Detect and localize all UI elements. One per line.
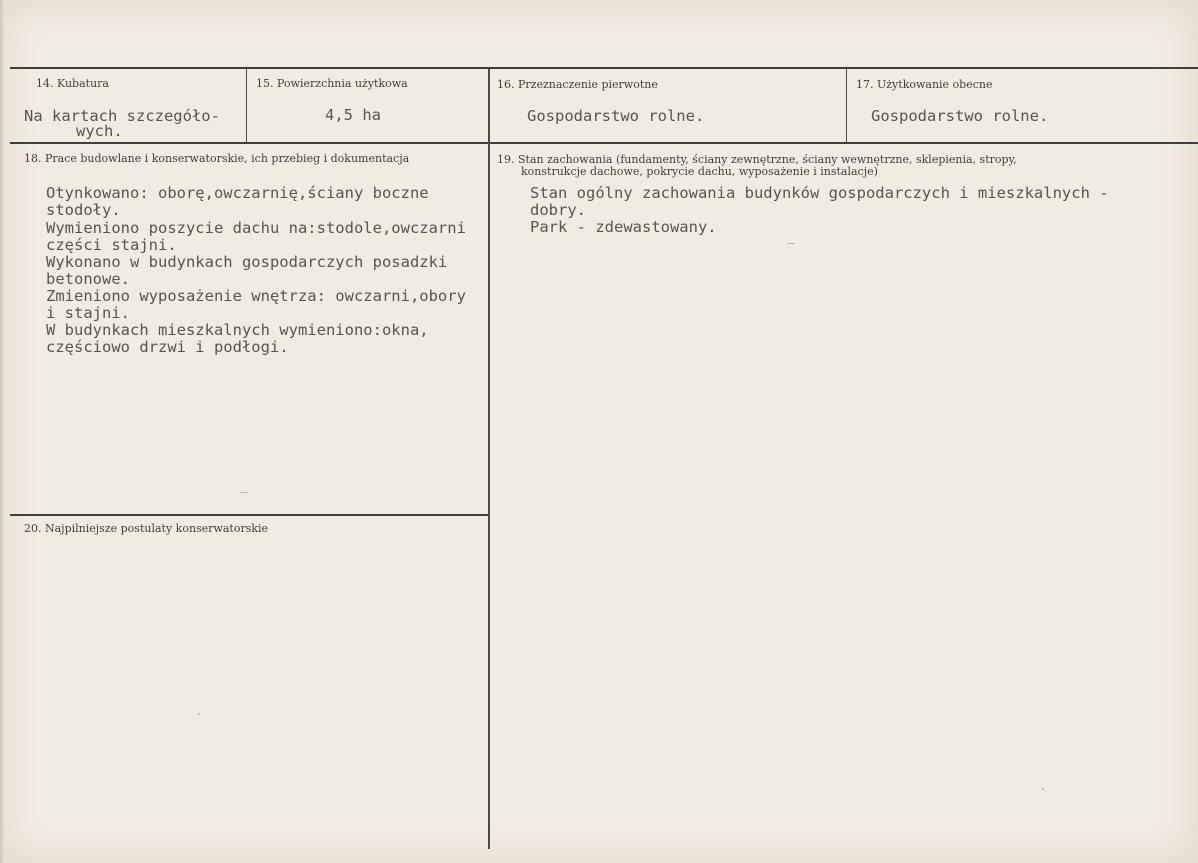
field-14-label: 14. Kubatura: [36, 77, 109, 90]
paper-speck: [787, 243, 795, 244]
field-19-line: Park - zdewastowany.: [530, 218, 717, 236]
field-18-line: i stajni.: [46, 304, 130, 322]
section-20-rule: [10, 514, 488, 516]
field-16-label: 16. Przeznaczenie pierwotne: [497, 78, 658, 91]
field-16-value: Gospodarstwo rolne.: [527, 107, 705, 125]
field-15-value: 4,5 ha: [325, 106, 381, 124]
field-18-line: W budynkach mieszkalnych wymieniono:okna,: [46, 321, 429, 339]
paper-edge: [0, 0, 6, 863]
divider-main: [488, 69, 490, 849]
field-20-label: 20. Najpilniejsze postulaty konserwatorskie: [24, 522, 269, 535]
field-19-label-line-1: 19. Stan zachowania (fundamenty, ściany zewnętrzne, ściany wewnętrzne, sklepienia, stropy,: [497, 153, 1017, 166]
field-15-label: 15. Powierzchnia użytkowa: [256, 77, 408, 90]
field-18-label: 18. Prace budowlane i konserwatorskie, ich przebieg i dokumentacja: [24, 152, 410, 165]
field-18-line: częściowo drzwi i podłogi.: [46, 338, 289, 356]
row-rule: [10, 142, 1198, 144]
field-18-line: betonowe.: [46, 270, 130, 288]
paper-speck: [240, 492, 248, 493]
field-18-line: Zmieniono wyposażenie wnętrza: owczarni,obory: [46, 287, 466, 305]
field-17-label: 17. Użytkowanie obecne: [856, 78, 993, 91]
field-17-value: Gospodarstwo rolne.: [871, 107, 1049, 125]
field-19-line: Stan ogólny zachowania budynków gospodarczych i mieszkalnych -: [530, 184, 1109, 202]
field-18-line: stodoły.: [46, 201, 121, 219]
field-19-line: dobry.: [530, 201, 586, 219]
divider-16-17: [846, 69, 847, 142]
field-18-line: Wymieniono poszycie dachu na:stodole,owczarni: [46, 219, 466, 237]
divider-14-15: [246, 69, 247, 142]
field-14-value-line-1: Na kartach szczegóło-: [24, 107, 220, 125]
field-14-value-line-2: wych.: [76, 122, 123, 140]
paper-speck: [198, 713, 200, 715]
field-18-line: części stajni.: [46, 236, 177, 254]
paper-speck: [1042, 788, 1044, 790]
field-18-line: Wykonano w budynkach gospodarczych posadzki: [46, 253, 448, 271]
top-rule: [10, 67, 1198, 69]
field-19-label-line-2: konstrukcje dachowe, pokrycie dachu, wyposażenie i instalacje): [521, 165, 878, 178]
field-18-line: Otynkowano: oborę,owczarnię,ściany boczne: [46, 184, 429, 202]
